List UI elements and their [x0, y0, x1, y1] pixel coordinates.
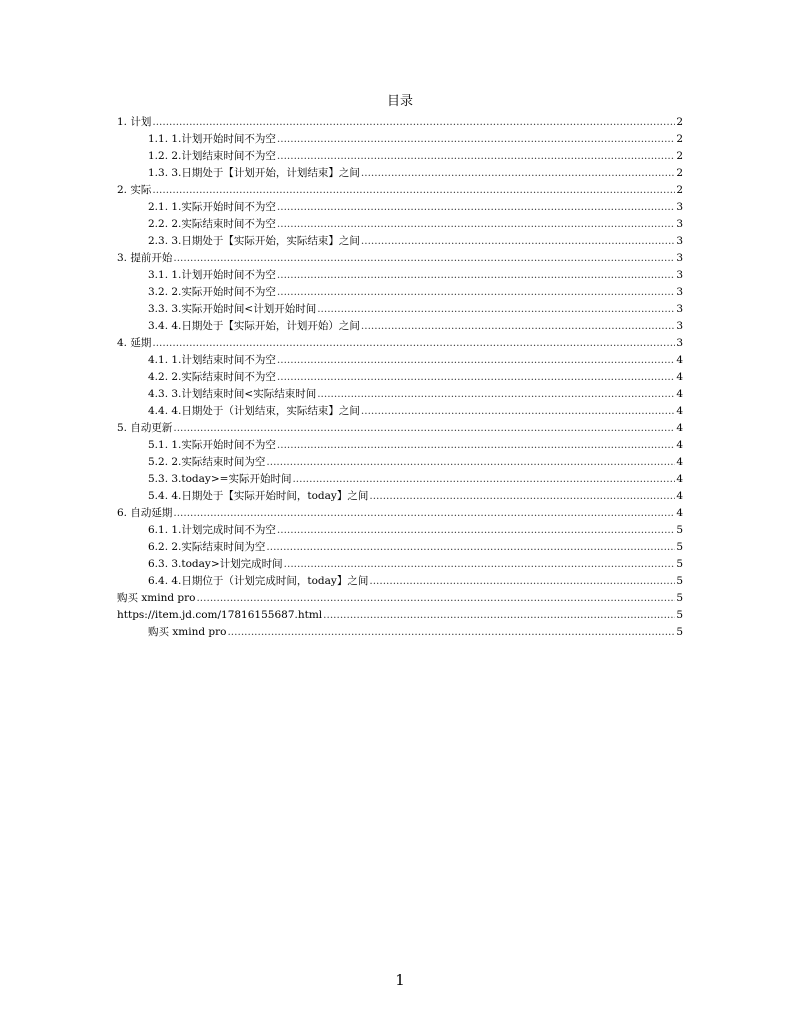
toc-entry-title: 1.2. 2.计划结束时间不为空: [148, 150, 276, 162]
toc-entry-page-number: 3: [676, 269, 683, 281]
toc-dot-leader: [266, 539, 675, 556]
toc-entry-title: 3.4. 4.日期处于【实际开始，计划开始）之间: [148, 320, 360, 332]
toc-dot-leader: [323, 607, 675, 624]
toc-entry-title: 6.2. 2.实际结束时间为空: [148, 541, 266, 553]
toc-dot-leader: [284, 556, 676, 573]
toc-dot-leader: [173, 420, 675, 437]
toc-entry[interactable]: [117, 607, 683, 624]
toc-dot-leader: [196, 590, 675, 607]
toc-entry[interactable]: [117, 624, 683, 641]
toc-entry[interactable]: [117, 369, 683, 386]
toc-entry[interactable]: [117, 301, 683, 318]
toc-entry[interactable]: [117, 165, 683, 182]
toc-entry-page-number: 4: [676, 456, 683, 468]
toc-entry-title: 6.3. 3.today>计划完成时间: [148, 558, 283, 570]
toc-entry-title: 3. 提前开始: [117, 252, 173, 264]
toc-entry-page-number: 3: [676, 252, 683, 264]
toc-entry[interactable]: [117, 233, 683, 250]
toc-entry[interactable]: [117, 573, 683, 590]
toc-dot-leader: [277, 352, 675, 369]
toc-entry-page-number: 2: [676, 133, 683, 145]
toc-entry-page-number: 4: [676, 490, 683, 502]
toc-entry-title: 1.1. 1.计划开始时间不为空: [148, 133, 276, 145]
toc-entry-page-number: 3: [676, 337, 683, 349]
toc-entry-title: 5. 自动更新: [117, 422, 173, 434]
toc-entry-title: 1.3. 3.日期处于【计划开始，计划结束】之间: [148, 167, 360, 179]
toc-entry-page-number: 4: [676, 371, 683, 383]
toc-entry[interactable]: [117, 386, 683, 403]
toc-entry-page-number: 3: [676, 320, 683, 332]
toc-entry-page-number: 3: [676, 303, 683, 315]
toc-dot-leader: [277, 522, 675, 539]
toc-dot-leader: [152, 335, 675, 352]
toc-entry-title: 4. 延期: [117, 337, 152, 349]
toc-entry-title: 4.4. 4.日期处于（计划结束，实际结束】之间: [148, 405, 360, 417]
table-of-contents: [117, 114, 683, 641]
toc-entry-page-number: 5: [676, 541, 683, 553]
toc-dot-leader: [317, 301, 675, 318]
toc-entry-page-number: 2: [676, 184, 683, 196]
toc-dot-leader: [317, 386, 675, 403]
toc-entry[interactable]: [117, 182, 683, 199]
toc-dot-leader: [361, 233, 675, 250]
toc-dot-leader: [266, 454, 675, 471]
toc-entry-title: 4.3. 3.计划结束时间<实际结束时间: [148, 388, 317, 400]
toc-dot-leader: [277, 131, 675, 148]
toc-entry-page-number: 2: [676, 167, 683, 179]
toc-entry-page-number: 4: [676, 439, 683, 451]
toc-entry-page-number: 2: [676, 150, 683, 162]
toc-dot-leader: [277, 216, 675, 233]
toc-dot-leader: [292, 471, 675, 488]
toc-entry-page-number: 5: [676, 524, 683, 536]
toc-entry[interactable]: [117, 590, 683, 607]
toc-entry[interactable]: [117, 216, 683, 233]
toc-dot-leader: [361, 318, 675, 335]
toc-entry[interactable]: [117, 539, 683, 556]
toc-entry-title: 购买 xmind pro: [117, 592, 196, 604]
toc-entry-page-number: 4: [676, 422, 683, 434]
toc-entry-page-number: 5: [676, 609, 683, 621]
toc-entry-title: 5.3. 3.today>=实际开始时间: [148, 473, 292, 485]
toc-entry-title: 2.1. 1.实际开始时间不为空: [148, 201, 276, 213]
toc-dot-leader: [152, 114, 675, 131]
toc-dot-leader: [361, 165, 675, 182]
toc-entry[interactable]: [117, 284, 683, 301]
toc-entry-page-number: 3: [676, 218, 683, 230]
toc-dot-leader: [152, 182, 675, 199]
toc-dot-leader: [277, 267, 675, 284]
toc-entry-title: 5.2. 2.实际结束时间为空: [148, 456, 266, 468]
toc-dot-leader: [277, 437, 675, 454]
toc-title: 目录: [386, 94, 413, 109]
toc-entry-title: 5.1. 1.实际开始时间不为空: [148, 439, 276, 451]
toc-entry[interactable]: [117, 437, 683, 454]
toc-entry-title: 2. 实际: [117, 184, 152, 196]
toc-entry-title: 2.3. 3.日期处于【实际开始，实际结束】之间: [148, 235, 360, 247]
toc-dot-leader: [369, 488, 675, 505]
toc-entry-page-number: 5: [676, 575, 683, 587]
toc-entry-title: 5.4. 4.日期处于【实际开始时间，today】之间: [148, 490, 369, 502]
toc-dot-leader: [277, 284, 675, 301]
toc-entry-page-number: 2: [676, 116, 683, 128]
toc-entry-page-number: 4: [676, 473, 683, 485]
toc-entry[interactable]: [117, 250, 683, 267]
toc-entry[interactable]: [117, 420, 683, 437]
toc-entry[interactable]: [117, 403, 683, 420]
toc-dot-leader: [277, 148, 675, 165]
toc-entry[interactable]: [117, 318, 683, 335]
toc-entry[interactable]: [117, 488, 683, 505]
toc-entry-title: 6.1. 1.计划完成时间不为空: [148, 524, 276, 536]
toc-dot-leader: [361, 403, 675, 420]
toc-entry-title: 3.2. 2.实际开始时间不为空: [148, 286, 276, 298]
toc-entry-title: 4.1. 1.计划结束时间不为空: [148, 354, 276, 366]
toc-dot-leader: [369, 573, 675, 590]
toc-entry-page-number: 5: [676, 558, 683, 570]
toc-entry-page-number: 5: [676, 592, 683, 604]
toc-entry[interactable]: [117, 335, 683, 352]
toc-entry-page-number: 5: [676, 626, 683, 638]
toc-entry-title: 1. 计划: [117, 116, 152, 128]
toc-dot-leader: [277, 199, 675, 216]
toc-dot-leader: [277, 369, 675, 386]
toc-entry[interactable]: [117, 505, 683, 522]
toc-dot-leader: [173, 250, 675, 267]
toc-entry-title: 2.2. 2.实际结束时间不为空: [148, 218, 276, 230]
toc-entry[interactable]: [117, 556, 683, 573]
toc-entry[interactable]: [117, 148, 683, 165]
toc-entry-page-number: 4: [676, 388, 683, 400]
toc-entry-page-number: 4: [676, 405, 683, 417]
toc-entry[interactable]: [117, 199, 683, 216]
toc-entry-page-number: 4: [676, 507, 683, 519]
toc-entry[interactable]: [117, 522, 683, 539]
toc-entry-title: https://item.jd.com/17816155687.html: [117, 609, 323, 621]
toc-dot-leader: [173, 505, 675, 522]
toc-entry[interactable]: [117, 267, 683, 284]
toc-entry-title: 3.3. 3.实际开始时间<计划开始时间: [148, 303, 317, 315]
toc-entry-title: 3.1. 1.计划开始时间不为空: [148, 269, 276, 281]
toc-entry-page-number: 3: [676, 235, 683, 247]
toc-entry-title: 6. 自动延期: [117, 507, 173, 519]
toc-entry-title: 购买 xmind pro: [148, 626, 227, 638]
toc-entry-title: 4.2. 2.实际结束时间不为空: [148, 371, 276, 383]
toc-dot-leader: [227, 624, 675, 641]
toc-entry[interactable]: [117, 114, 683, 131]
toc-entry[interactable]: [117, 352, 683, 369]
toc-entry[interactable]: [117, 471, 683, 488]
toc-entry[interactable]: [117, 131, 683, 148]
toc-entry-page-number: 3: [676, 286, 683, 298]
page-number: 1: [395, 971, 405, 989]
toc-entry[interactable]: [117, 454, 683, 471]
toc-entry-page-number: 3: [676, 201, 683, 213]
toc-entry-page-number: 4: [676, 354, 683, 366]
toc-entry-title: 6.4. 4.日期位于（计划完成时间，today】之间: [148, 575, 369, 587]
